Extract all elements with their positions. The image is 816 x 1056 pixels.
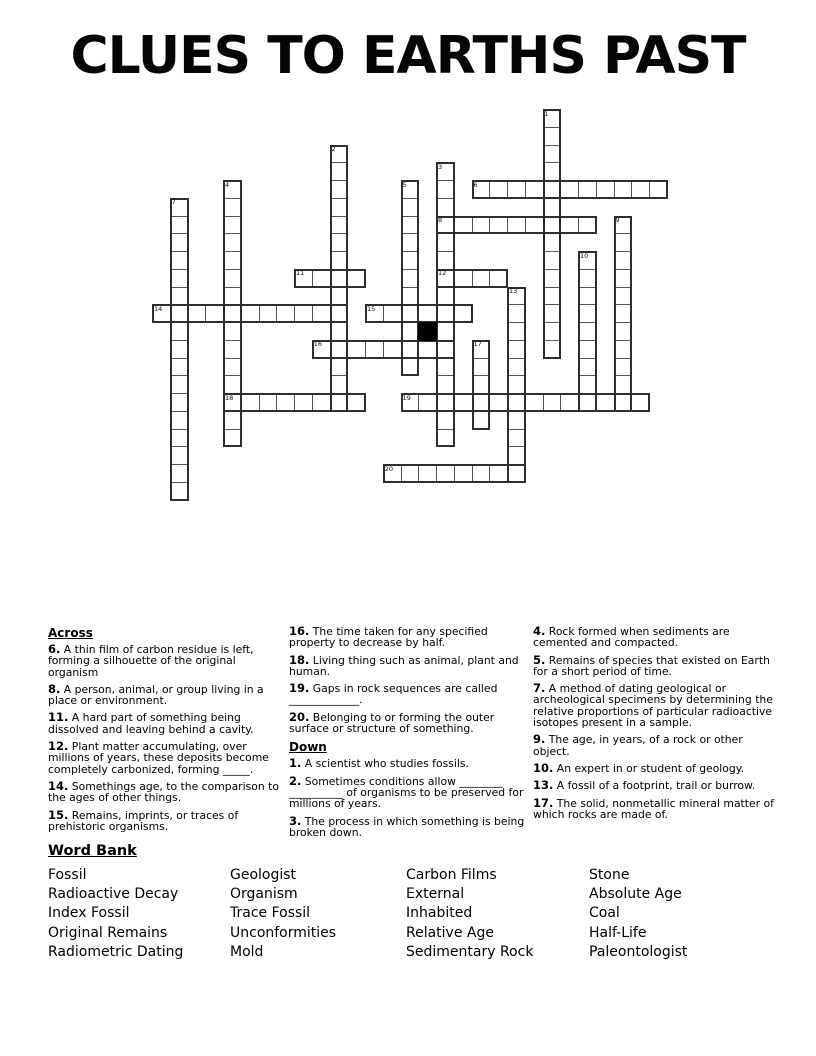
clue-number: 1.	[289, 756, 302, 771]
word-bank-item: Organism	[230, 886, 298, 903]
clue-across-15: 15. Remains, imprints, or traces of prehistoric organisms.	[48, 807, 239, 833]
word-bank-item: Sedimentary Rock	[406, 943, 534, 960]
clue-number: 17.	[533, 795, 554, 810]
word-bank-item: Geologist	[230, 867, 297, 883]
cell-number-11: 11	[296, 269, 305, 278]
clue-across-18: 18. Living thing such as animal, plant and human.	[289, 652, 519, 678]
clue-across-19: 19. Gaps in rock sequences are called _____________.	[289, 681, 498, 707]
clue-down-3: 3. The process in which something is being broken down.	[289, 813, 525, 839]
clue-across-16: 16. The time taken for any specified property to decrease by half.	[289, 624, 488, 650]
word-bank-column	[48, 866, 183, 962]
word-outline-across-6	[472, 180, 668, 199]
word-bank-item: Fossil	[48, 867, 87, 883]
word-outline-down-10	[578, 251, 597, 412]
clue-across-8: 8. A person, animal, or group living in a place or environment.	[48, 681, 264, 708]
cell-number-3: 3	[438, 162, 443, 171]
clue-number: 4.	[533, 624, 546, 638]
clue-number: 16.	[289, 624, 310, 638]
across-heading: Across	[48, 626, 93, 640]
clue-down-7: 7. A method of dating geological or archeological specimens by determining the relative proportions of particular radioactive isotopes present in a sample.	[533, 681, 773, 730]
word-outline-across-19	[401, 393, 651, 412]
clue-number: 7.	[533, 681, 546, 696]
word-bank-section	[48, 843, 788, 973]
clue-down-17: 17. The solid, nonmetallic mineral matter of which rocks are made of.	[533, 795, 774, 821]
clue-across-11: 11. A hard part of something being dissolved and leaving behind a cavity.	[48, 710, 254, 736]
clue-number: 2.	[289, 773, 302, 788]
clue-number: 20.	[289, 709, 310, 724]
clue-number: 10.	[533, 760, 554, 775]
clue-across-6: 6. A thin film of carbon residue is left, forming a silhouette of the original organism	[48, 642, 254, 679]
cell-number-10: 10	[580, 251, 589, 260]
cell-number-8: 8	[438, 216, 443, 224]
clue-number: 12.	[48, 739, 69, 754]
word-outline-across-15	[365, 304, 473, 323]
cell-number-4: 4	[225, 180, 230, 189]
cell-number-6: 6	[473, 180, 478, 189]
cell-number-15: 15	[367, 304, 376, 313]
clue-number: 18.	[289, 652, 310, 667]
cell-number-16: 16	[313, 340, 323, 349]
word-bank-column	[406, 866, 533, 962]
word-outline-down-7	[170, 198, 189, 501]
clue-down-5: 5. Remains of species that existed on Earth for a short period of time.	[533, 652, 770, 678]
word-bank-column	[589, 866, 687, 962]
clue-down-4: 4. Rock formed when sediments are cemented and compacted.	[533, 624, 730, 650]
clue-number: 6.	[48, 642, 61, 656]
clue-down-2: 2. Sometimes conditions allow ________ __________ of organisms to be preserved for millions of years.	[289, 773, 524, 811]
clue-number: 11.	[48, 710, 69, 725]
word-bank-item: Trace Fossil	[230, 905, 311, 922]
clue-number: 8.	[48, 681, 61, 696]
clue-across-20: 20. Belonging to or forming the outer surface or structure of something.	[289, 709, 495, 736]
clue-across-12: 12. Plant matter accumulating, over millions of years, these deposits become completely carbonized, forming _____.	[48, 739, 269, 776]
word-bank-item: Mold	[230, 943, 264, 960]
cell-number-2: 2	[331, 145, 336, 153]
word-outline-down-13	[507, 287, 526, 483]
word-bank-item: Paleontologist	[589, 943, 688, 960]
word-bank-item: Original Remains	[48, 924, 168, 941]
cell-number-19: 19	[402, 393, 411, 402]
crossword-grid	[152, 109, 672, 504]
clue-number: 9.	[533, 732, 546, 747]
word-bank-item: Half-Life	[589, 924, 647, 941]
clues-column-right	[533, 626, 779, 826]
cell-number-1: 1	[544, 109, 549, 118]
cell-number-9: 9	[615, 216, 620, 224]
cell-number-18: 18	[225, 393, 234, 402]
clue-number: 3.	[289, 813, 302, 828]
clue-down-10: 10. An expert in or student of geology.	[533, 760, 745, 775]
word-outline-across-16	[312, 340, 455, 359]
clues-column-left	[48, 626, 286, 838]
cell-number-12: 12	[438, 269, 447, 278]
word-bank-column	[230, 866, 336, 962]
word-bank-item: Unconformities	[230, 924, 337, 941]
cell-number-20: 20	[384, 464, 394, 473]
clue-number: 15.	[48, 807, 69, 822]
word-bank-item: Stone	[589, 867, 630, 883]
word-bank-heading: Word Bank	[48, 843, 137, 859]
clue-number: 19.	[289, 681, 310, 696]
cell-number-5: 5	[402, 180, 407, 189]
word-bank-item: Absolute Age	[589, 886, 682, 903]
word-bank-item: External	[406, 886, 465, 903]
black-cell	[418, 322, 437, 341]
word-outline-across-8	[436, 216, 597, 235]
cell-number-17: 17	[473, 340, 482, 349]
clue-down-9: 9. The age, in years, of a rock or other object.	[533, 732, 743, 758]
word-bank-item: Radioactive Decay	[48, 886, 179, 903]
word-bank-item: Radiometric Dating	[48, 943, 184, 960]
word-bank-item: Index Fossil	[48, 905, 130, 922]
cell-number-14: 14	[154, 304, 163, 313]
clue-number: 13.	[533, 778, 554, 793]
cell-number-7: 7	[171, 198, 176, 207]
clue-down-1: 1. A scientist who studies fossils.	[289, 756, 469, 771]
clue-number: 5.	[533, 652, 546, 667]
clue-down-13: 13. A fossil of a footprint, trail or burrow.	[533, 778, 756, 793]
word-outline-down-9	[614, 216, 633, 412]
word-outline-across-20	[383, 464, 526, 483]
word-bank-item: Relative Age	[406, 924, 494, 941]
clues-column-middle	[289, 626, 532, 844]
word-bank-item: Coal	[589, 905, 620, 922]
word-bank-item: Carbon Films	[406, 867, 497, 883]
page-title: CLUES TO EARTHS PAST	[70, 26, 746, 86]
word-bank-item: Inhabited	[406, 905, 473, 922]
clue-number: 14.	[48, 778, 69, 793]
word-outline-across-12	[436, 269, 508, 288]
cell-number-13: 13	[509, 287, 518, 295]
word-outline-across-11	[294, 269, 366, 288]
word-outline-across-14	[152, 304, 348, 323]
clue-across-14: 14. Somethings age, to the comparison to the ages of other things.	[48, 778, 279, 805]
word-outline-down-17	[472, 340, 491, 430]
word-outline-across-18	[223, 393, 366, 412]
down-heading: Down	[289, 740, 327, 755]
